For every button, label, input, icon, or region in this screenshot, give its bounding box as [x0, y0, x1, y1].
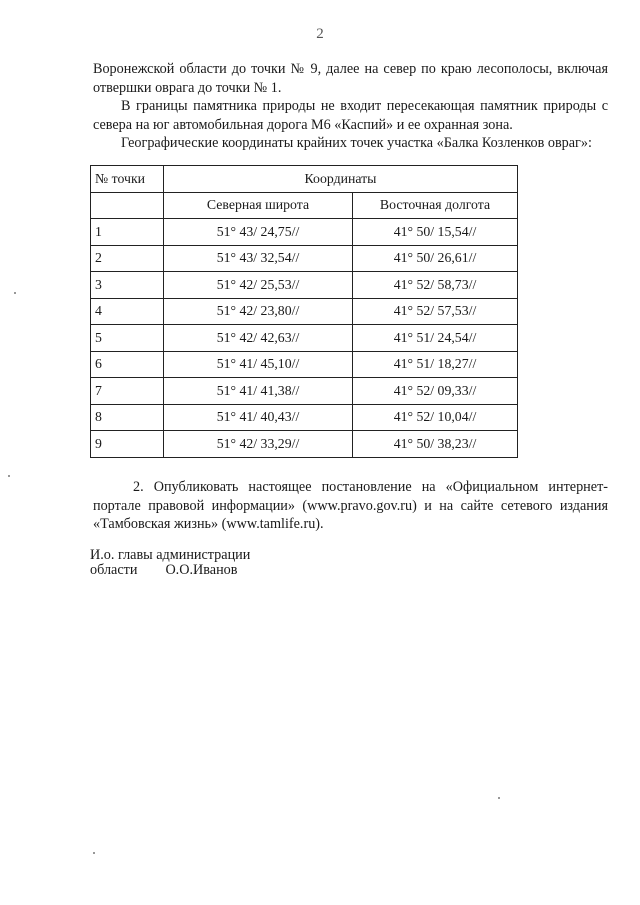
latitude-cell: 51° 42/ 42,63// — [164, 325, 353, 352]
paragraph-coordinates-intro: Географические координаты крайних точек участка «Балка Козленков овраг»: — [121, 135, 592, 151]
table-row — [91, 298, 518, 325]
header-latitude: Северная широта — [164, 192, 353, 219]
latitude-cell: 51° 43/ 32,54// — [164, 245, 353, 272]
point-number-cell: 2 — [91, 245, 164, 272]
point-number-cell: 6 — [91, 351, 164, 378]
header-point-number: № точки — [91, 166, 164, 193]
point-number-cell: 9 — [91, 431, 164, 458]
longitude-cell: 41° 52/ 10,04// — [353, 404, 518, 431]
coordinates-table — [90, 165, 518, 458]
latitude-cell: 51° 43/ 24,75// — [164, 219, 353, 246]
longitude-cell: 41° 52/ 58,73// — [353, 272, 518, 299]
scan-speck — [93, 852, 95, 854]
point-number-cell: 4 — [91, 298, 164, 325]
signatory-title-region: области — [90, 562, 138, 578]
page-number: 2 — [316, 26, 324, 42]
longitude-cell: 41° 51/ 24,54// — [353, 325, 518, 352]
signature-block — [90, 548, 250, 578]
table-header-row — [91, 166, 518, 193]
point-number-cell: 5 — [91, 325, 164, 352]
latitude-cell: 51° 41/ 40,43// — [164, 404, 353, 431]
point-number-cell: 7 — [91, 378, 164, 405]
signatory-title-line2 — [90, 563, 250, 578]
longitude-cell: 41° 52/ 09,33// — [353, 378, 518, 405]
table-row — [91, 219, 518, 246]
header-coordinates: Координаты — [164, 166, 518, 193]
table-row — [91, 245, 518, 272]
subheader-empty-cell — [91, 192, 164, 219]
coordinates-table-body — [91, 219, 518, 458]
latitude-cell: 51° 42/ 23,80// — [164, 298, 353, 325]
point-number-cell: 1 — [91, 219, 164, 246]
table-row — [91, 431, 518, 458]
signatory-name: О.О.Иванов — [165, 562, 238, 578]
latitude-cell: 51° 41/ 45,10// — [164, 351, 353, 378]
point-number-cell: 8 — [91, 404, 164, 431]
table-row — [91, 351, 518, 378]
latitude-cell: 51° 42/ 25,53// — [164, 272, 353, 299]
longitude-cell: 41° 50/ 38,23// — [353, 431, 518, 458]
scan-speck — [8, 475, 10, 477]
longitude-cell: 41° 52/ 57,53// — [353, 298, 518, 325]
paragraph-boundary-description: Воронежской области до точки № 9, далее на север по краю лесополосы, включая отвершки оврага до точки № 1. — [93, 61, 608, 96]
latitude-cell: 51° 41/ 41,38// — [164, 378, 353, 405]
scan-speck — [14, 292, 16, 294]
paragraph-publication-order: 2. Опубликовать настоящее постановление на «Официальном интернет-портале правовой информации» (www.pravo.gov.ru) и на сайте сетевого издания «Тамбовская жизнь» (www.tamlife.ru). — [93, 479, 608, 532]
header-longitude: Восточная долгота — [353, 192, 518, 219]
table-row — [91, 272, 518, 299]
longitude-cell: 41° 51/ 18,27// — [353, 351, 518, 378]
table-row — [91, 378, 518, 405]
table-row — [91, 404, 518, 431]
point-number-cell: 3 — [91, 272, 164, 299]
scan-speck — [498, 797, 500, 799]
paragraph-road-exclusion: В границы памятника природы не входит пересекающая памятник природы с севера на юг автомобильная дорога М6 «Каспий» и ее охранная зона. — [93, 98, 608, 133]
longitude-cell: 41° 50/ 26,61// — [353, 245, 518, 272]
table-subheader-row — [91, 192, 518, 219]
longitude-cell: 41° 50/ 15,54// — [353, 219, 518, 246]
latitude-cell: 51° 42/ 33,29// — [164, 431, 353, 458]
table-row — [91, 325, 518, 352]
signatory-title-line1: И.о. главы администрации — [90, 547, 251, 563]
